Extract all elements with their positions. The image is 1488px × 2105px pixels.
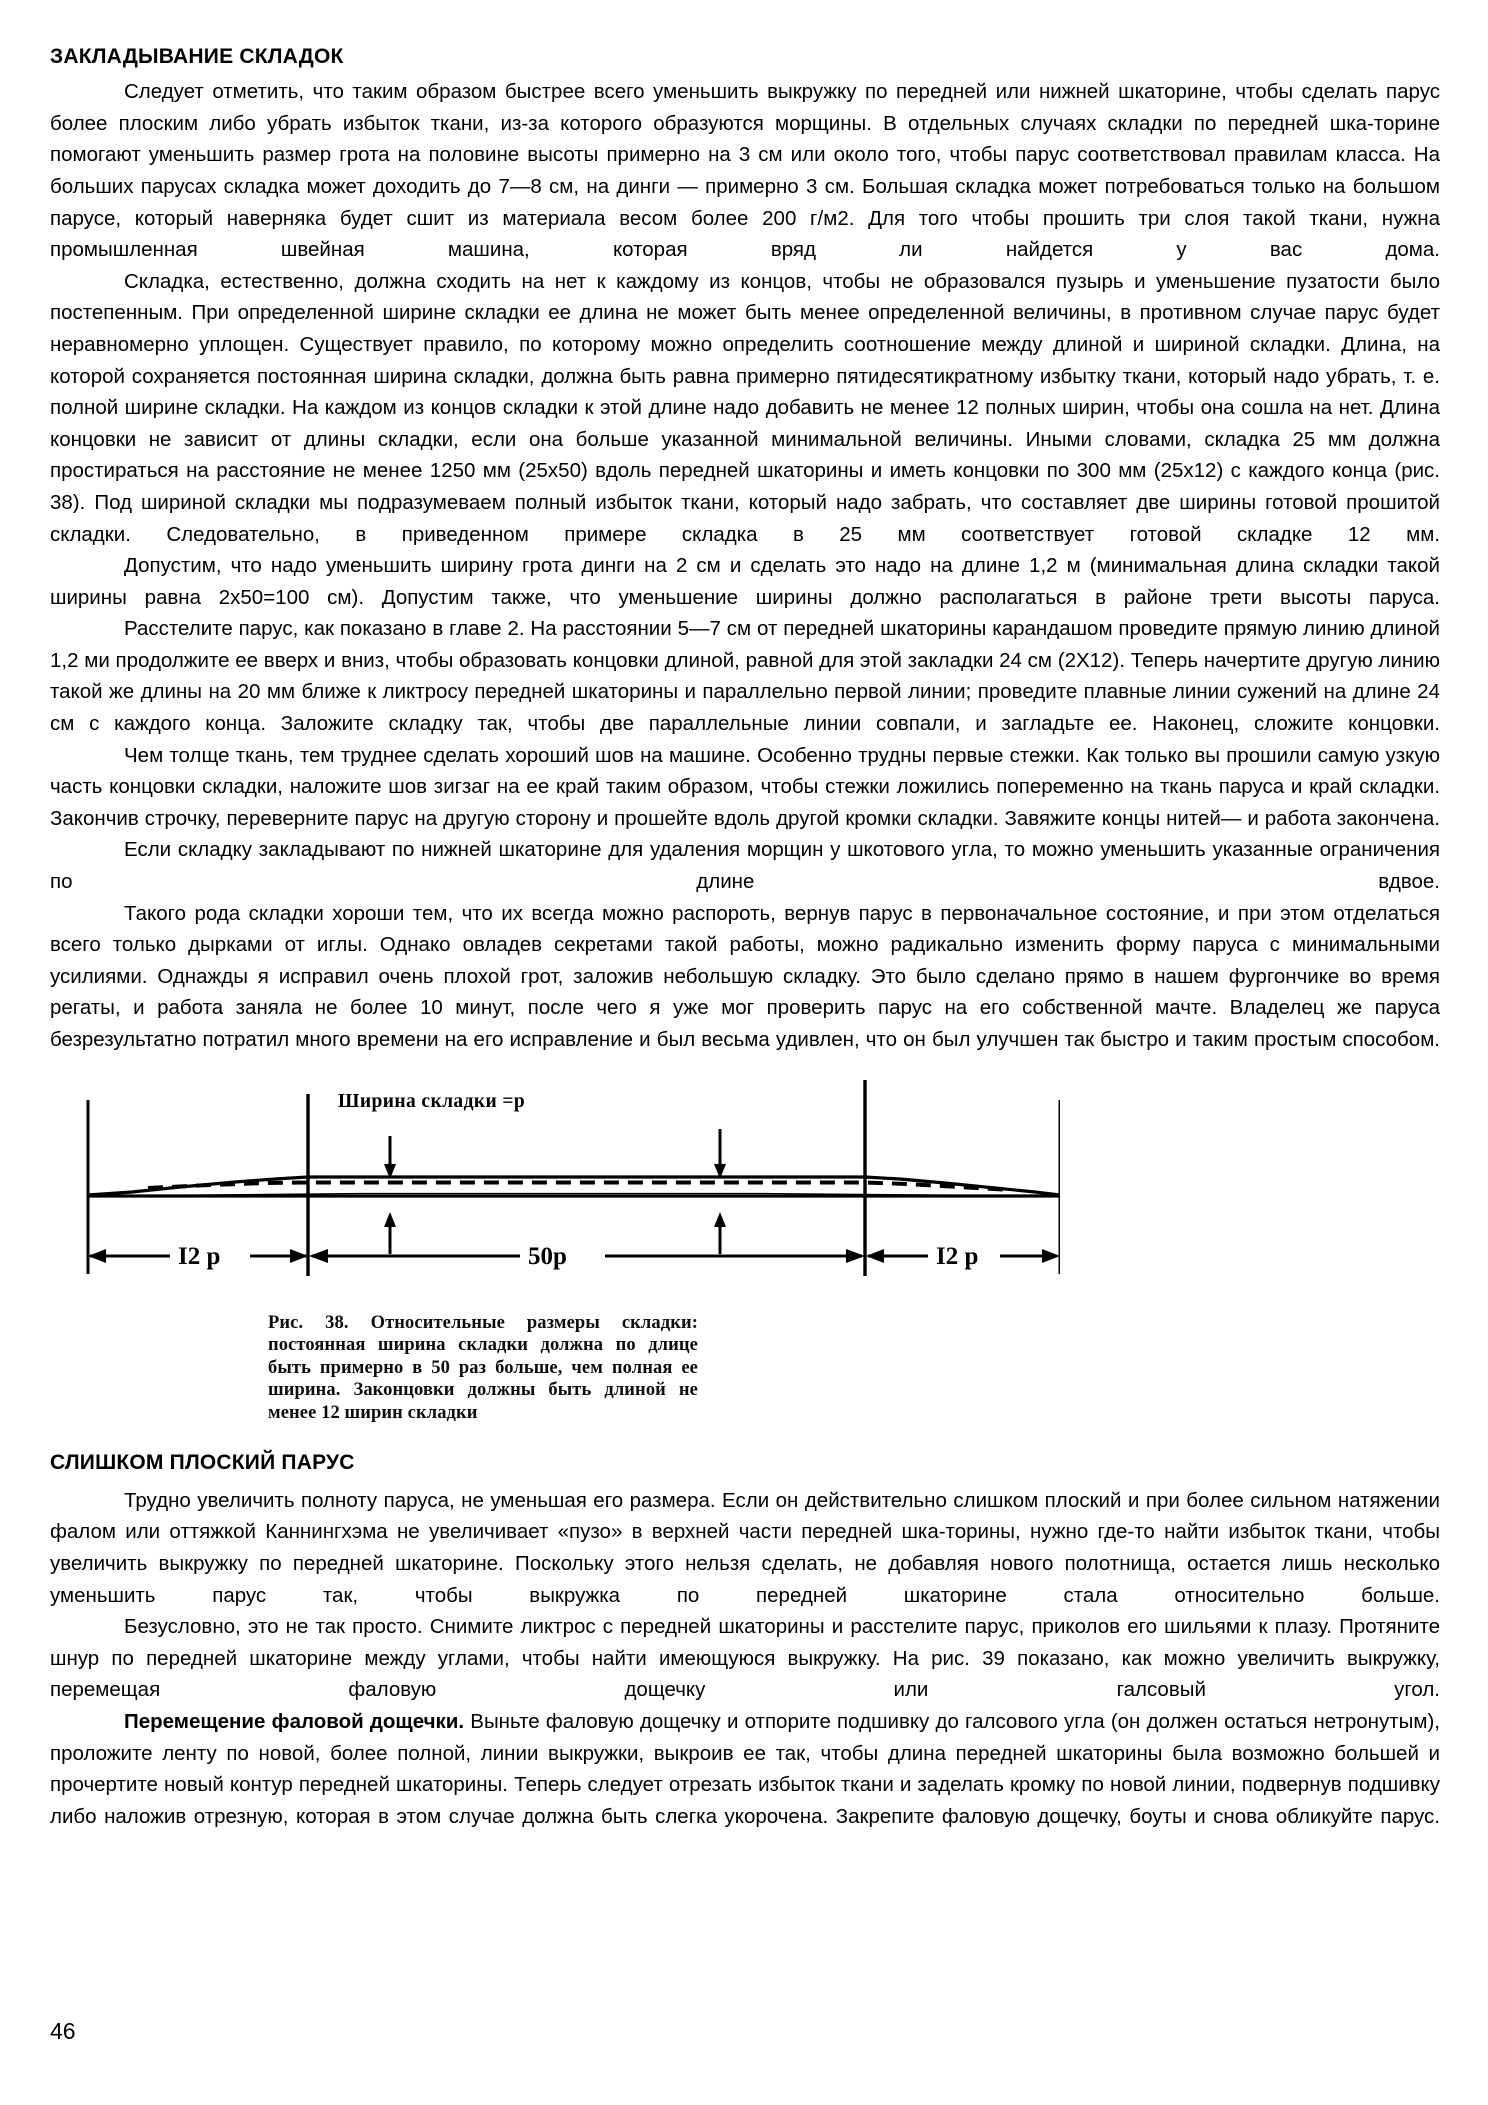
figure-38: [50, 1074, 1440, 1434]
dimension-left-label: I2 p: [178, 1242, 221, 1270]
section-heading-slishkom-ploskiy-parus: СЛИШКОМ ПЛОСКИЙ ПАРУС: [50, 1450, 355, 1474]
paragraph: Если складку закладывают по нижней шкаторине для удаления морщин у шкотового угла, то можно уменьшить указанные ограничения по длине вдвое.: [50, 838, 1440, 894]
dimension-center: [309, 1243, 865, 1270]
paragraph: Следует отметить, что таким образом быстрее всего уменьшить выкружку по передней или нижней шкаторине, чтобы сделать парус более плоским либо убрать избыток ткани, из-за которого образуются морщины. В отдельных случаях складки по передней шка-торине помогают уменьшить размер грота на половине высоты примерно на 3 см или около того, чтобы парус соответствовал правилам класса. На больших парусах складка может доходить до 7—8 см, на динги — примерно 3 см. Большая складка может потребоваться только на большом парусе, который наверняка будет сшит из материала весом более 200 г/м2. Для того чтобы прошить три слоя такой ткани, нужна промышленная швейная машина, которая вряд ли найдется у вас дома.: [50, 80, 1440, 262]
figure-38-caption: Рис. 38. Относительные размеры складки: постоянная ширина складки должна по длице быть примерно в 50 раз больше, чем полная ее ширина. Законцовки должны быть длиной не менее 12 ширин складки: [268, 1312, 698, 1423]
paragraph: Расстелите парус, как показано в главе 2. На расстоянии 5—7 см от передней шкаторины карандашом проведите прямую линию длиной 1,2 ми продолжите ее вверх и вниз, чтобы образовать концовки длиной, равной для этой закладки 24 см (2X12). Теперь начертите другую линию такой же длины на 20 мм ближе к ликтросу передней шкаторины и параллельно первой линии; проведите плавные линии сужений на длине 24 см с каждого конца. Заложите складку так, чтобы две параллельные линии совпали, и загладьте ее. Наконец, сложите концовки.: [50, 617, 1440, 736]
page-number: 46: [50, 2018, 76, 2044]
paragraph: Чем толще ткань, тем труднее сделать хороший шов на машине. Особенно трудны первые стежки. Как только вы прошили самую узкую часть концовки складки, наложите шов зигзаг на ее край таким образом, чтобы стежки ложились попеременно на ткань паруса и край складки. Закончив строчку, переверните парус на другую сторону и прошейте вдоль другой кромки складки. Завяжите концы нитей— и работа закончена.: [50, 743, 1440, 830]
paragraph: Допустим, что надо уменьшить ширину грота динги на 2 см и сделать это надо на длине 1,2 м (минимальная длина складки такой ширины равна 2х50=100 см). Допустим также, что уменьшение ширины должно располагаться в районе трети высоты паруса.: [50, 554, 1440, 609]
fold-width-arrow-right: [714, 1129, 726, 1254]
dimension-right-label: I2 p: [936, 1242, 979, 1270]
figure-top-label: Ширина складки =p: [338, 1090, 526, 1112]
paragraph-run-in: [50, 1706, 1440, 1832]
page-content: [50, 44, 1440, 1832]
figure-38-drawing: [60, 1074, 1060, 1334]
dimension-center-label: 50p: [528, 1242, 567, 1270]
paragraph: Складка, естественно, должна сходить на нет к каждому из концов, чтобы не образовался пузырь и уменьшение пузатости было постепенным. При определенной ширине складки ее длина не может быть менее определенной величины, в противном случае парус будет неравномерно уплощен. Существует правило, по которому можно определить соотношение между длиной и шириной складки. Длина, на которой сохраняется постоянная ширина складки, должна быть равна примерно пятидесятикратному избытку ткани, который надо убрать, т. е. полной ширине складки. На каждом из концов складки к этой длине надо добавить не менее 12 полных ширин, чтобы она сошла на нет. Длина концовки не зависит от длины складки, если она больше указанной минимальной величины. Иными словами, складка 25 мм должна простираться на расстояние не менее 1250 мм (25x50) вдоль передней шкаторины и иметь концовки по 300 мм (25x12) с каждого конца (рис. 38). Под шириной складки мы подразумеваем полный избыток ткани, который надо забрать, что составляет две ширины готовой прошитой складки. Следовательно, в приведенном примере складка в 25 мм соответствует готовой складке 12 мм.: [50, 269, 1440, 546]
paragraph: Безусловно, это не так просто. Снимите ликтрос с передней шкаторины и расстелите парус, приколов его шильями к плазу. Протяните шнур по передней шкаторине между углами, чтобы найти имеющуюся выкружку. На рис. 39 показано, как можно увеличить выкружку, перемещая фаловую дощечку или галсовый угол.: [50, 1615, 1440, 1702]
run-in-lead: Перемещение фаловой дощечки.: [124, 1709, 465, 1733]
paragraph: Трудно увеличить полноту паруса, не уменьшая его размера. Если он действительно слишком плоский и при более сильном натяжении фалом или оттяжкой Каннингхэма не увеличивает «пузо» в верхней части передней шка-торины, нужно где-то найти избыток ткани, чтобы увеличить выкружку по передней шкаторине. Поскольку этого нельзя сделать, не добавляя нового полотнища, остается лишь несколько уменьшить парус так, чтобы выкружка по передней шкаторине стала относительно больше.: [50, 1488, 1440, 1607]
paragraph: Такого рода складки хороши тем, что их всегда можно распороть, вернув парус в первоначальное состояние, и при этом отделаться всего только дырками от иглы. Однако овладев секретами такой работы, можно радикально изменить форму паруса с минимальными усилиями. Однажды я исправил очень плохой грот, заложив небольшую складку. Это было сделано прямо в нашем фургончике во время регаты, и работа заняла не более 10 минут, после чего я уже мог проверить парус на его собственной мачте. Владелец же паруса безрезультатно потратил много времени на его исправление и был весьма удивлен, что он был улучшен так быстро и таким простым способом.: [50, 901, 1440, 1051]
run-in-text: Выньте фаловую дощечку и отпорите подшивку до галсового угла (он должен остаться нетронутым), проложите ленту по новой, более полной, линии выкружки, выкроив ее так, чтобы длина передней шкаторины была возможно большей и прочертите новый контур передней шкаторины. Теперь следует отрезать избыток ткани и заделать кромку по новой линии, подвернув подшивку либо наложив отрезную, которая в этом случае должна быть слегка укорочена. Закрепите фаловую дощечку, боуты и снова обликуйте парус.: [50, 1709, 1440, 1828]
dimension-right: [866, 1243, 1060, 1270]
spacer: [50, 1434, 1440, 1450]
fold-diagram-svg: [60, 1074, 1060, 1334]
dimension-left: [88, 1243, 308, 1270]
section-heading-zakladyvanie-skladok: ЗАКЛАДЫВАНИЕ СКЛАДОК: [50, 45, 344, 68]
